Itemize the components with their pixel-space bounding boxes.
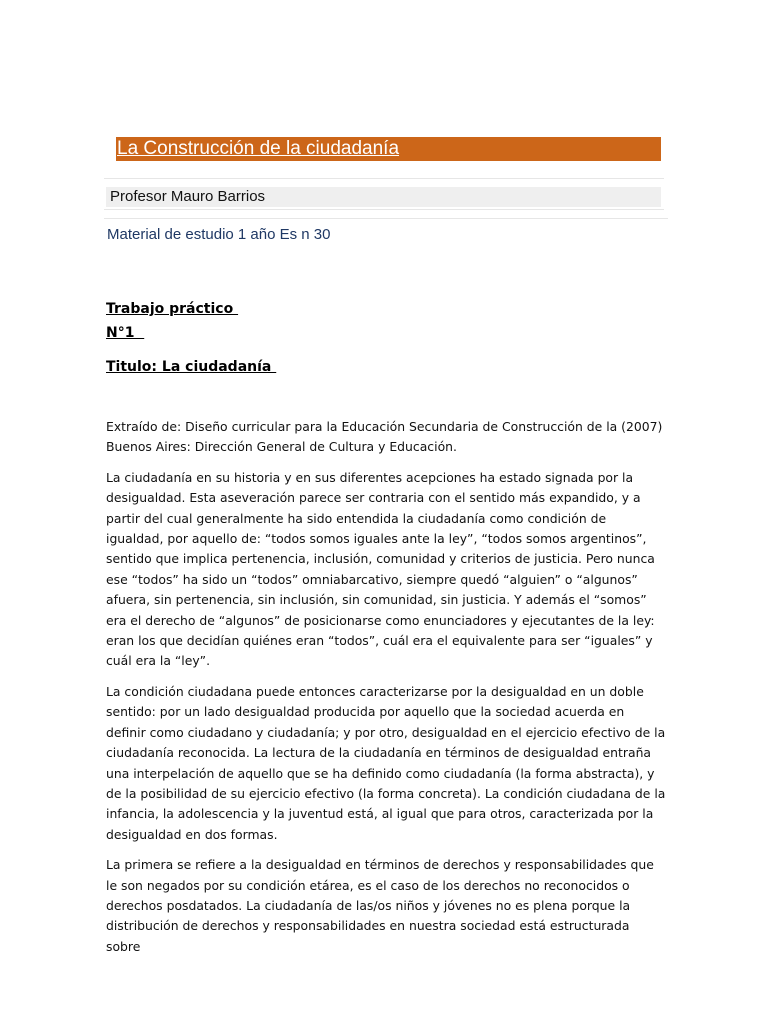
title-banner bbox=[116, 137, 661, 161]
divider bbox=[104, 178, 664, 179]
source-paragraph: Extraído de: Diseño curricular para la Educación Secundaria de Construcción de la (2007) Buenos Aires: Dirección General de Cultura y Educación. bbox=[106, 419, 663, 455]
author-name: Profesor Mauro Barrios bbox=[110, 188, 266, 205]
body-paragraph: La primera se refiere a la desigualdad en términos de derechos y responsabilidades que le son negados por su condición etárea, es el caso de los derechos no reconocidos o derechos posdatados. La ciudadanía de las/os niños y jóvenes no es plena porque la distribución de derechos y responsabilidades en nuestra sociedad está estructurada sobre bbox=[106, 857, 654, 954]
body-paragraph: La condición ciudadana puede entonces caracterizarse por la desigualdad en un doble sentido: por un lado desigualdad producida por aquello que la sociedad acuerda en definir como ciudadano y ciudadanía; y por otro, desigualdad en el ejercicio efectivo de la ciudadanía reconocida. La lectura de la ciudadanía en términos de desigualdad entraña una interpelación de aquello que se ha definido como ciudadanía (la forma abstracta), y de la posibilidad de su ejercicio efectivo (la forma concreta). La condición ciudadana de la infancia, la adolescencia y la juventud está, al igual que para otros, caracterizada por la desigualdad en dos formas. bbox=[106, 683, 666, 842]
assignment-title: Titulo: La ciudadanía bbox=[106, 359, 277, 375]
assignment-heading-line1: Trabajo práctico bbox=[106, 301, 239, 317]
document-body bbox=[106, 417, 666, 967]
author-box bbox=[106, 187, 661, 207]
body-paragraph: La ciudadanía en su historia y en sus diferentes acepciones ha estado signada por la desigualdad. Esta aseveración parece ser contraria con el sentido más expandido, y a partir del cual generalmente ha sido entendida la ciudadanía como condición de igualdad, por aquello de: “todos somos iguales ante la ley”, “todos somos argentinos”, sentido que implica pertenencia, inclusión, comunidad y criterios de justicia. Pero nunca ese “todos” ha sido un “todos” omniabarcativo, siempre quedó “alguien” o “algunos” afuera, sin pertenencia, sin inclusión, sin comunidad, sin justicia. Y además el “somos” era el derecho de “algunos” de posicionarse como enunciadores y ejecutantes de la ley: eran los que decidían quiénes eran “todos”, cuál era el equivalente para ser “iguales” y cuál era la “ley”. bbox=[106, 469, 655, 669]
assignment-heading-line2: N°1 bbox=[106, 325, 145, 341]
divider bbox=[104, 218, 668, 219]
divider bbox=[104, 209, 664, 210]
material-subtitle: Material de estudio 1 año Es n 30 bbox=[107, 226, 331, 243]
document-title[interactable]: La Construcción de la ciudadanía bbox=[117, 138, 400, 159]
